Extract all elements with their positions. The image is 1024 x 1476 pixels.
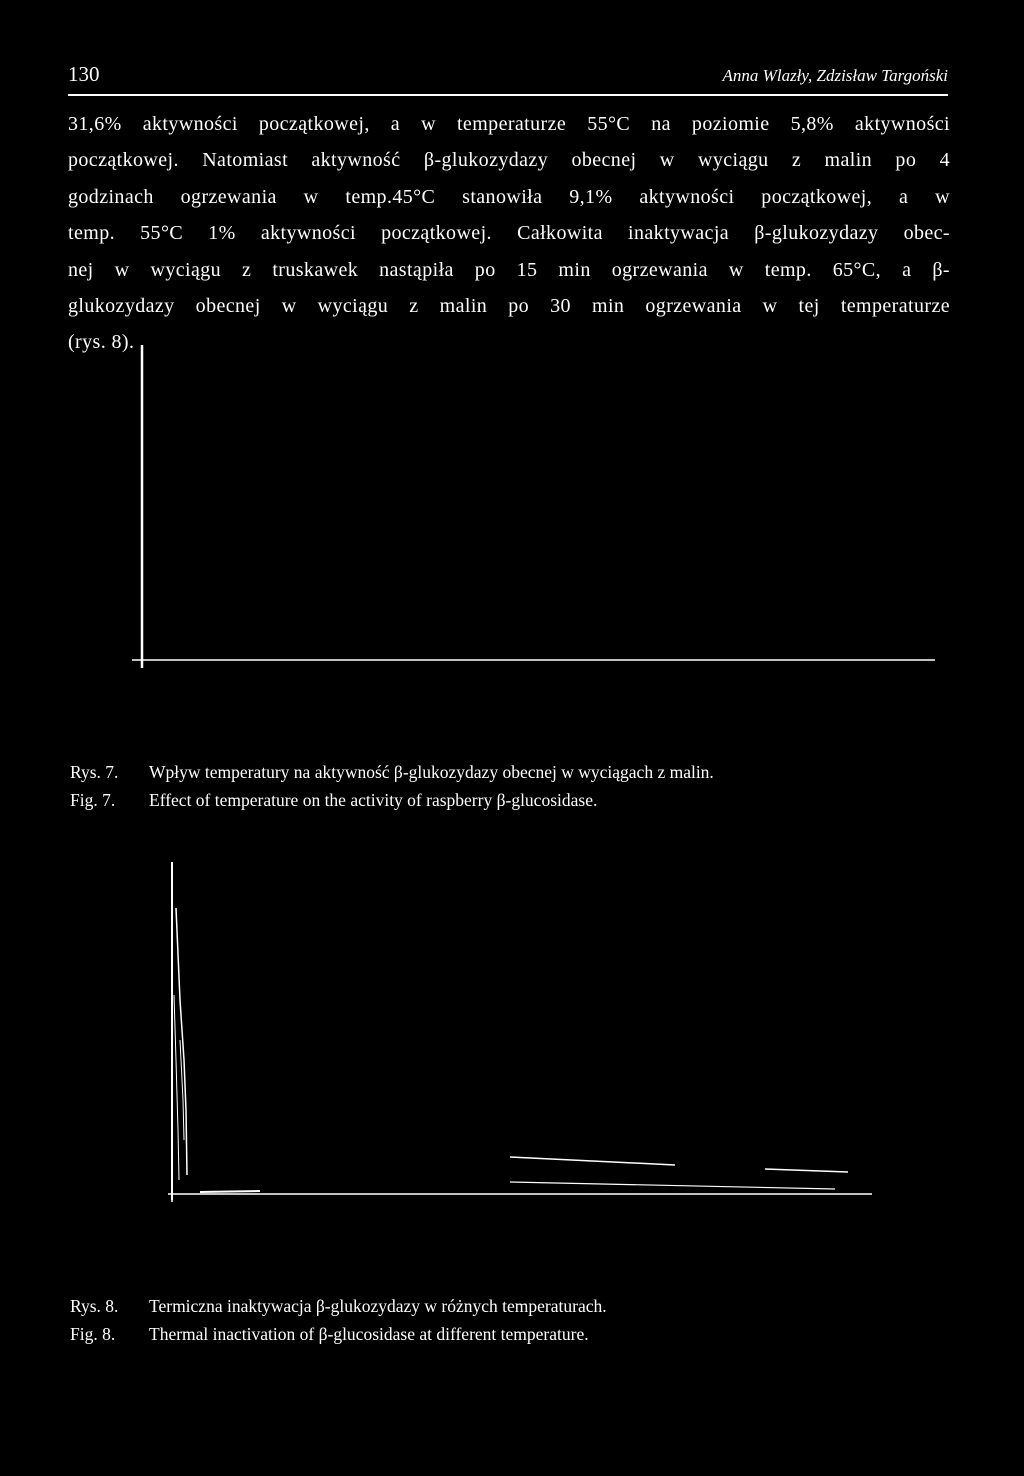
figure8-curve-trace	[765, 1169, 848, 1172]
body-line: godzinach ogrzewania w temp.45°C stanowiła 9,1% aktywności początkowej, a w	[68, 185, 950, 208]
figure8-curve-trace	[174, 995, 179, 1180]
figure8-label-pl: Rys. 8.	[70, 1296, 119, 1316]
figure8-label-en: Fig. 8.	[70, 1324, 116, 1344]
figure7-caption-en: Effect of temperature on the activity of raspberry β-glucosidase.	[149, 790, 598, 810]
body-line: (rys. 8).	[68, 331, 135, 354]
page-number: 130	[68, 62, 100, 86]
figure7-label-pl: Rys. 7.	[70, 762, 119, 782]
figure8-curve-trace	[510, 1157, 675, 1165]
body-line: nej w wyciągu z truskawek nastąpiła po 15 min ogrzewania w temp. 65°C, a β-	[68, 258, 950, 281]
figure8-caption-en: Thermal inactivation of β-glucosidase at different temperature.	[149, 1324, 589, 1344]
figure8-curve-trace	[200, 1191, 260, 1192]
figure7-label-en: Fig. 7.	[70, 790, 116, 810]
body-line: 31,6% aktywności początkowej, a w temperaturze 55°C na poziomie 5,8% aktywności	[68, 113, 950, 135]
figure8-caption-pl: Termiczna inaktywacja β-glukozydazy w różnych temperaturach.	[149, 1296, 607, 1316]
running-head-authors: Anna Wlazły, Zdzisław Targoński	[722, 66, 948, 85]
body-line: początkowej. Natomiast aktywność β-glukozydazy obecnej w wyciągu z malin po 4	[68, 149, 950, 172]
figure8-caption	[70, 1296, 950, 1356]
body-line: glukozydazy obecnej w wyciągu z malin po 30 min ogrzewania w tej temperaturze	[68, 295, 950, 318]
figure8-curve-trace	[510, 1182, 835, 1189]
figure7-caption-pl: Wpływ temperatury na aktywność β-glukozydazy obecnej w wyciągach z malin.	[149, 762, 714, 782]
body-line: temp. 55°C 1% aktywności początkowej. Całkowita inaktywacja β-glukozydazy obec-	[68, 222, 950, 245]
